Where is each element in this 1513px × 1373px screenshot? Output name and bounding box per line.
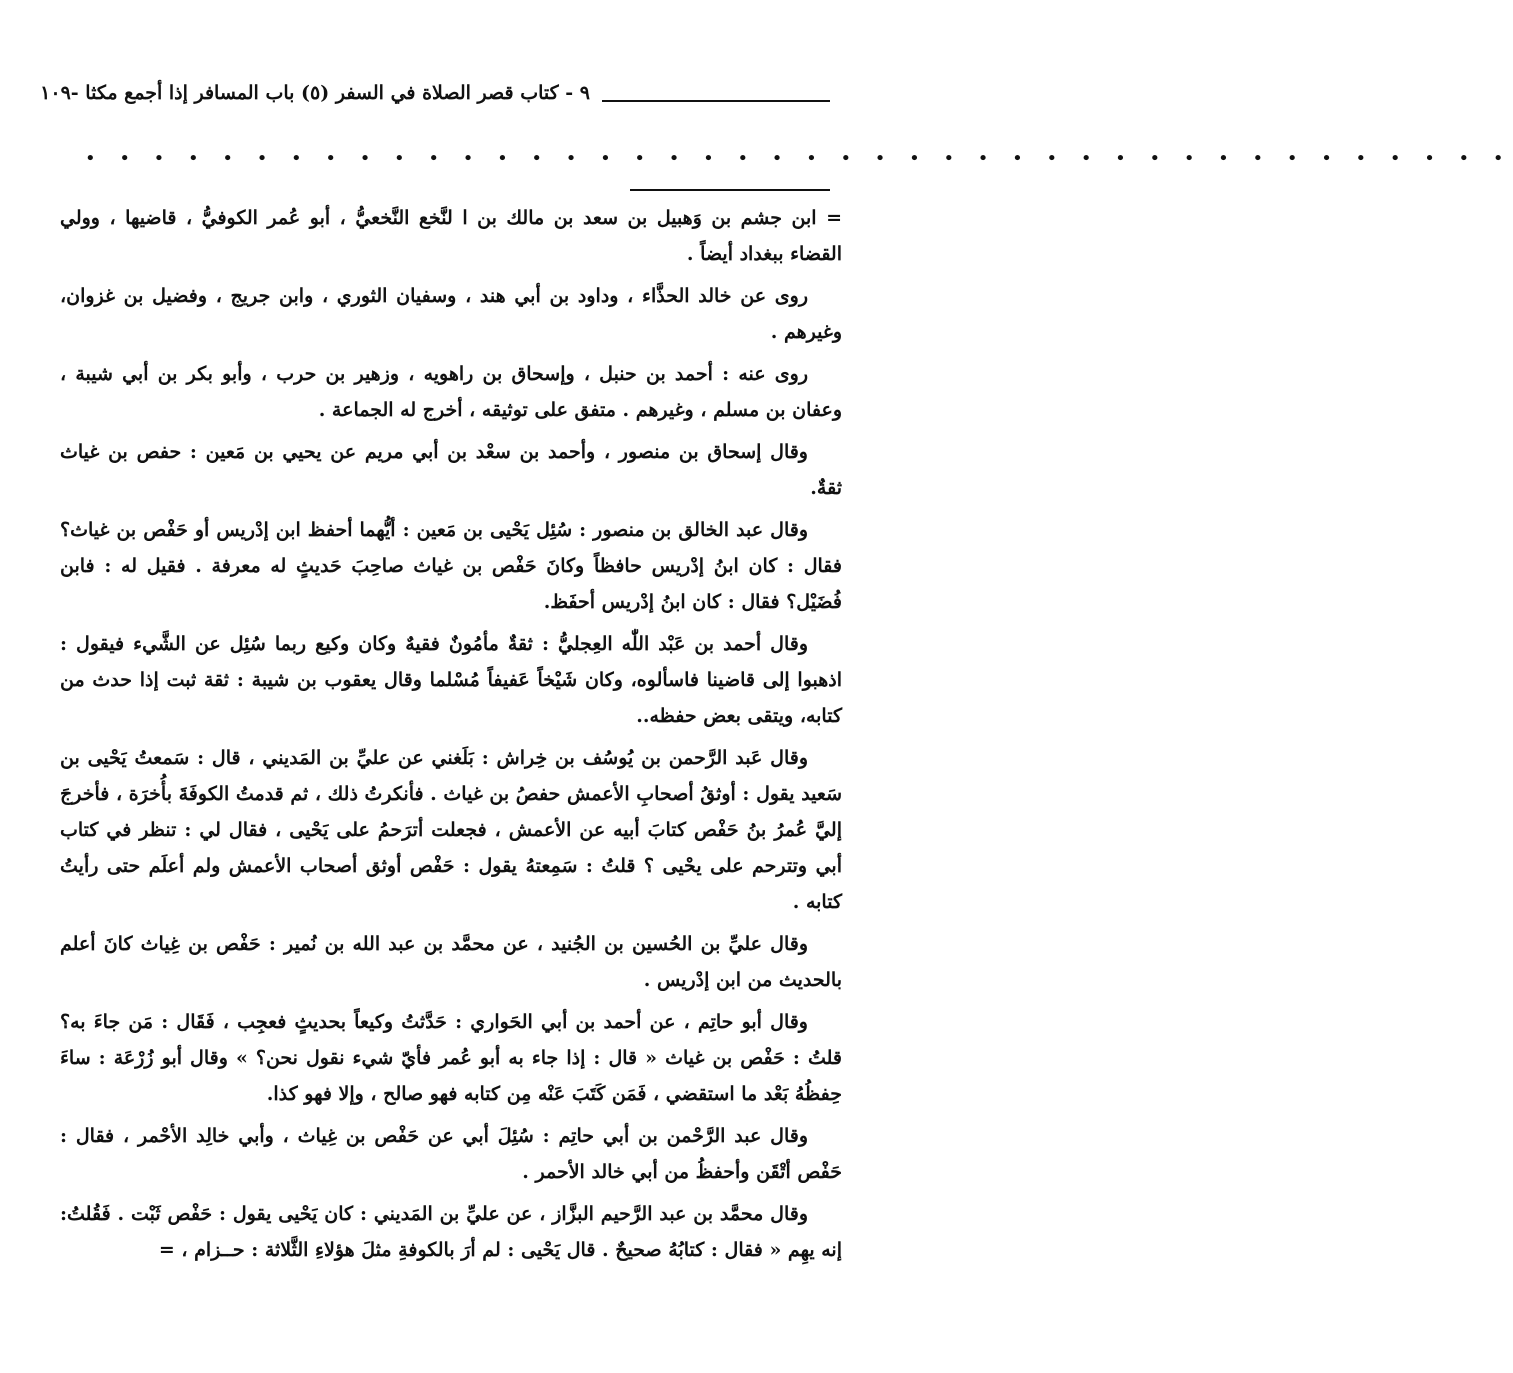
paragraph: وقال إسحاق بن منصور ، وأحمد بن سعْد بن أبي مريم عن يحيي بن مَعين : حفص بن غياث ثقةٌ. xyxy=(60,441,842,499)
paragraph: وقال أبو حاتِم ، عن أحمد بن أبي الحَواري : حَدَّثتُ وكيعاً بحديثٍ فعجِب ، فَقَال : مَن جاءَ به؟ قلتُ : حَفْص بن غياث « قال : إذا جاء به أبو عُمر فأيّ شيء نقول نحن؟ » وقال أبو زُرْعَة : ساءَ حِفظُهُ بَعْد ما استقضي ، فَمَن كَتَبَ عَنْه مِن كتابه فهو صالح ، وإلا فهو كذا. xyxy=(60,1011,842,1105)
paragraph: وقال عبد الرَّحْمن بن أبي حاتِم : سُئِلَ أبي عن حَفْص بن غِياث ، وأبي خالِد الأحْمر ، فقال : حَفْص أتْقَن وأحفظُ من أبي خالد الأحمر . xyxy=(60,1125,842,1183)
paragraph: وقال أحمد بن عَبْد اللّٰه العِجليُّ : ثقةٌ مأمُونٌ فقيهٌ وكان وكيع ربما سُئِل عن الشَّيء فيقول : اذهبوا إلى قاضينا فاسألوه، وكان شَيْخاً عَفيفاً مُسْلما وقال يعقوب بن شيبة : ثقة ثبت إذا حدث من كتابه، ويتقى بعض حفظه.. xyxy=(60,633,842,727)
paragraph: وقال عبد الخالق بن منصور : سُئِل يَحْيى بن مَعين : أيُّهما أحفظ ابن إدْريس أو حَفْص بن غياث؟ فقال : كان ابنُ إدْريس حافظاً وكانَ حَفْص بن غياث صاحِبَ حَديثٍ له معرفة . فقيل له : فابن فُضَيْل؟ فقال : كان ابنُ إدْريس أحفَظ. xyxy=(60,519,842,613)
dotted-separator: • • • • • • • • • • • • • • • • • • • • • • • • • • • • • • • • • • • • • • • • • • xyxy=(85,148,1513,169)
header-title: ٩ - كتاب قصر الصلاة في السفر (٥) باب المسافر إذا أجمع مكثا -١٠٩ xyxy=(40,82,590,104)
footnote-rule xyxy=(630,189,830,191)
footnote-body xyxy=(60,200,842,1274)
paragraph: روى عن خالد الحذَّاء ، وداود بن أبي هند ، وسفيان الثوري ، وابن جريج ، وفضيل بن غزوان، وغيرهم . xyxy=(60,285,842,343)
paragraph: روى عنه : أحمد بن حنبل ، وإسحاق بن راهويه ، وزهير بن حرب ، وأبو بكر بن أبي شيبة ، وعفان بن مسلم ، وغيرهم . متفق على توثيقه ، أخرج له الجماعة . xyxy=(60,363,842,421)
paragraph: وقال عَبد الرَّحمن بن يُوسُف بن خِراش : بَلَغني عن عليِّ بن المَديني ، قال : سَمعتُ يَحْيى بن سَعيد يقول : أوثقُ أصحابِ الأعمش حفصُ بن غياث . فأنكرتُ ذلك ، ثم قدمتُ الكوفَةَ بأُخرَة ، فأخرجَ إليَّ عُمرُ بنُ حَفْص كتابَ أبيه عن الأعمش ، فجعلت أترَحمُ على يَحْيى ، فقال لي : تنظر في كتاب أبي وتترحم على يحْيى ؟ قلتُ : سَمِعتهُ يقول : حَفْص أوثق أصحاب الأعمش ولم أعلَم حتى رأيتُ كتابه . xyxy=(60,747,842,913)
paragraph: = ابن جشم بن وَهبيل بن سعد بن مالك بن ا لنَّخع النَّخعيُّ ، أبو عُمر الكوفيُّ ، قاضيها ، وولي القضاء ببغداد أيضاً . xyxy=(60,207,842,265)
paragraph: وقال عليِّ بن الحُسين بن الجُنيد ، عن محمَّد بن عبد الله بن نُمير : حَفْص بن غِياث كانَ أعلم بالحديث من ابن إدْريس . xyxy=(60,933,842,991)
running-header xyxy=(40,82,830,122)
header-rule xyxy=(602,100,830,102)
paragraph: وقال محمَّد بن عبد الرَّحيم البزَّاز ، عن عليِّ بن المَديني : كان يَحْيى يقول : حَفْص ثَبْت . فَقُلتُ: إنه يهِم « فقال : كتابُهُ صحيحٌ . قال يَحْيى : لم أرَ بالكوفةِ مثلَ هؤلاءِ الثَّلاثة : حــزام ، = xyxy=(60,1203,842,1261)
